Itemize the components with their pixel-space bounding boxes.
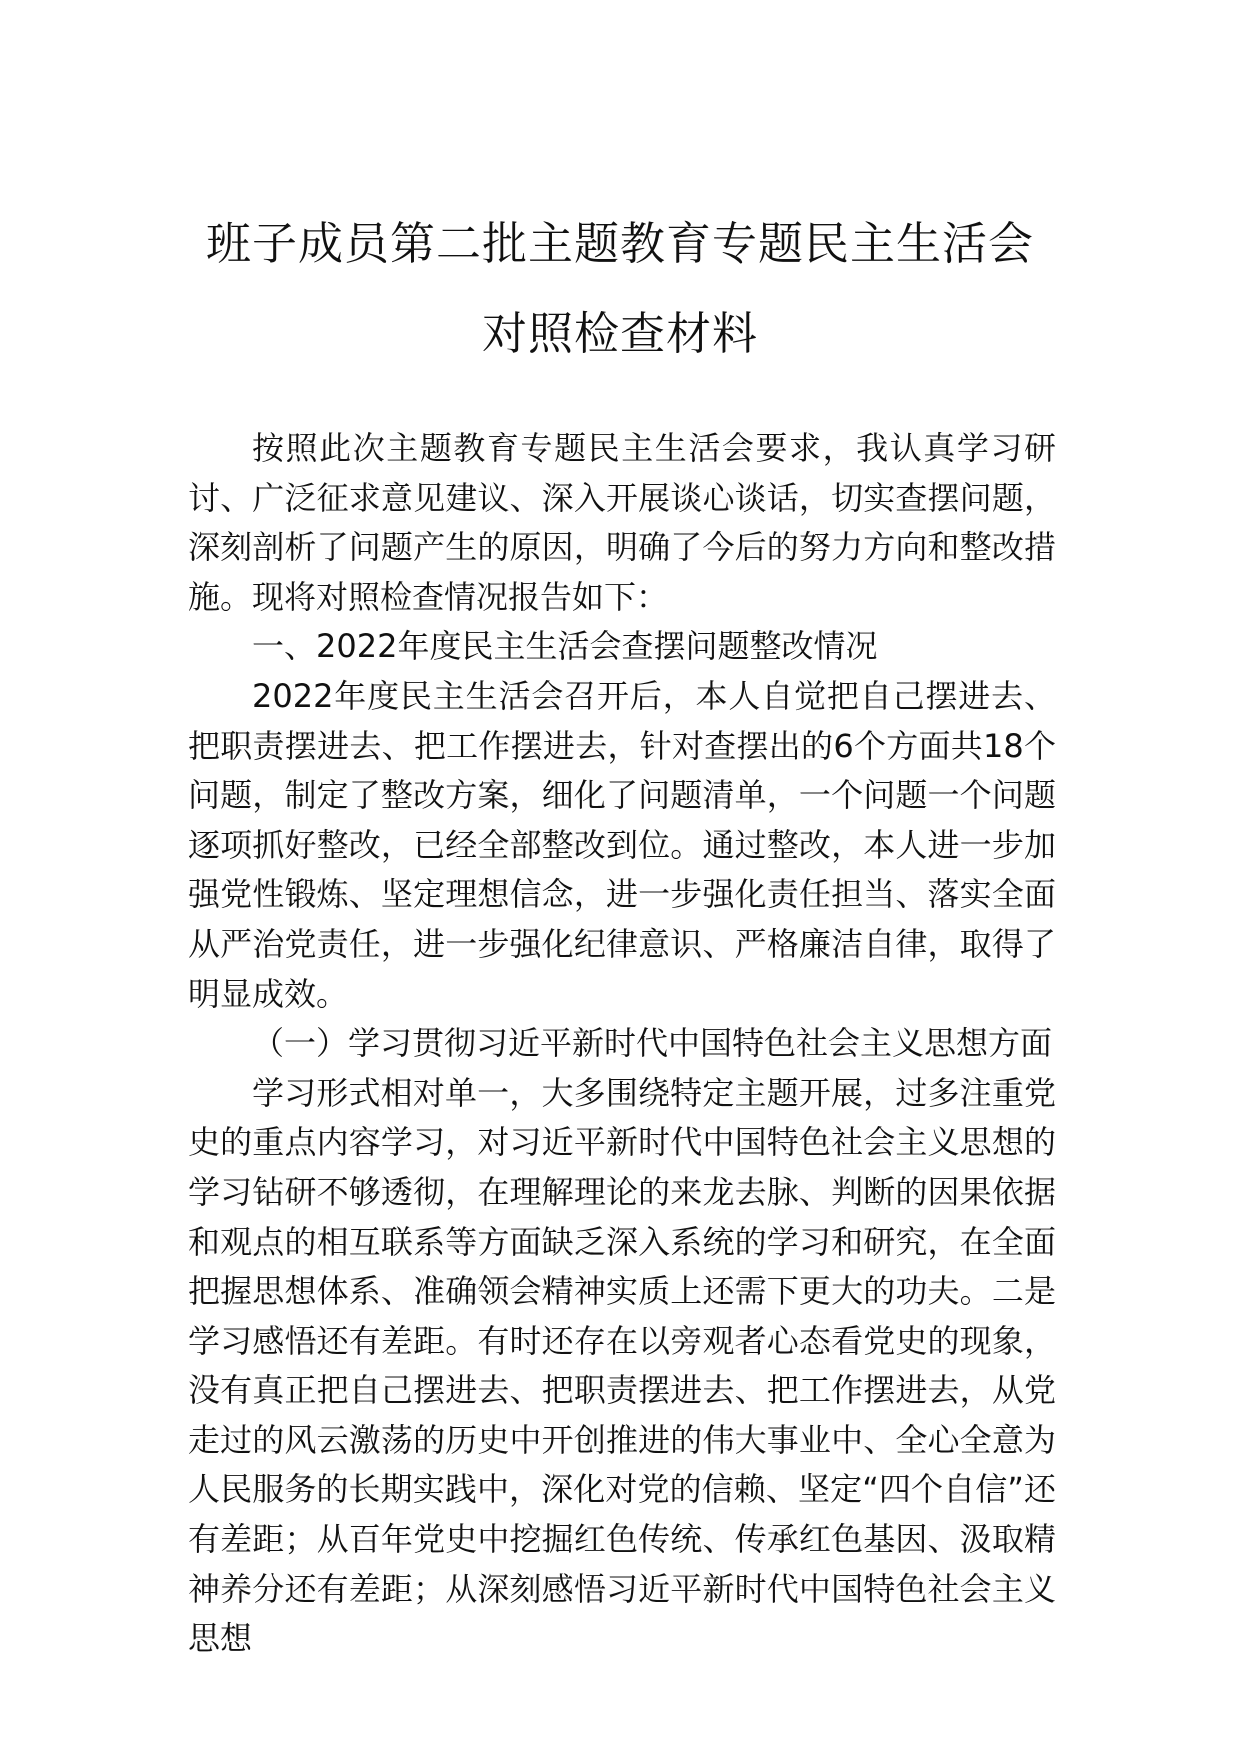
intro-paragraph: 按照此次主题教育专题民主生活会要求，我认真学习研讨、广泛征求意见建议、深入开展谈心谈话，切实查摆问题，深刻剖析了问题产生的原因，明确了今后的努力方向和整改措施。现将对照检查情况报告如下： [188,429,1056,616]
section-1-paragraph: 2022年度民主生活会召开后，本人自觉把自己摆进去、把职责摆进去、把工作摆进去，针对查摆出的6个方面共18个问题，制定了整改方案，细化了问题清单，一个问题一个问题逐项抓好整改，已经全部整改到位。通过整改，本人进一步加强党性锻炼、坚定理想信念，进一步强化责任担当、落实全面从严治党责任，进一步强化纪律意识、严格廉洁自律，取得了明显成效。 [188,676,1056,1013]
section-heading-1: 一、2022年度民主生活会查摆问题整改情况 [252,627,878,666]
document-title-line-1: 班子成员第二批主题教育专题民主生活会 [205,217,1034,270]
document-body [188,424,1056,1664]
document-title-line-2: 对照检查材料 [481,307,758,360]
subsection-heading-1: （一）学习贯彻习近平新时代中国特色社会主义思想方面 [252,1024,1053,1063]
subsection-1-paragraph: 学习形式相对单一，大多围绕特定主题开展，过多注重党史的重点内容学习，对习近平新时代中国特色社会主义思想的学习钻研不够透彻，在理解理论的来龙去脉、判断的因果依据和观点的相互联系等方面缺乏深入系统的学习和研究，在全面把握思想体系、准确领会精神实质上还需下更大的功夫。二是学习感悟还有差距。有时还存在以旁观者心态看党史的现象，没有真正把自己摆进去、把职责摆进去、把工作摆进去，从党走过的风云激荡的历史中开创推进的伟大事业中、全心全意为人民服务的长期实践中，深化对党的信赖、坚定“四个自信”还有差距；从百年党史中挖掘红色传统、传承红色基因、汲取精神养分还有差距；从深刻感悟习近平新时代中国特色社会主义思想 [188,1073,1056,1658]
